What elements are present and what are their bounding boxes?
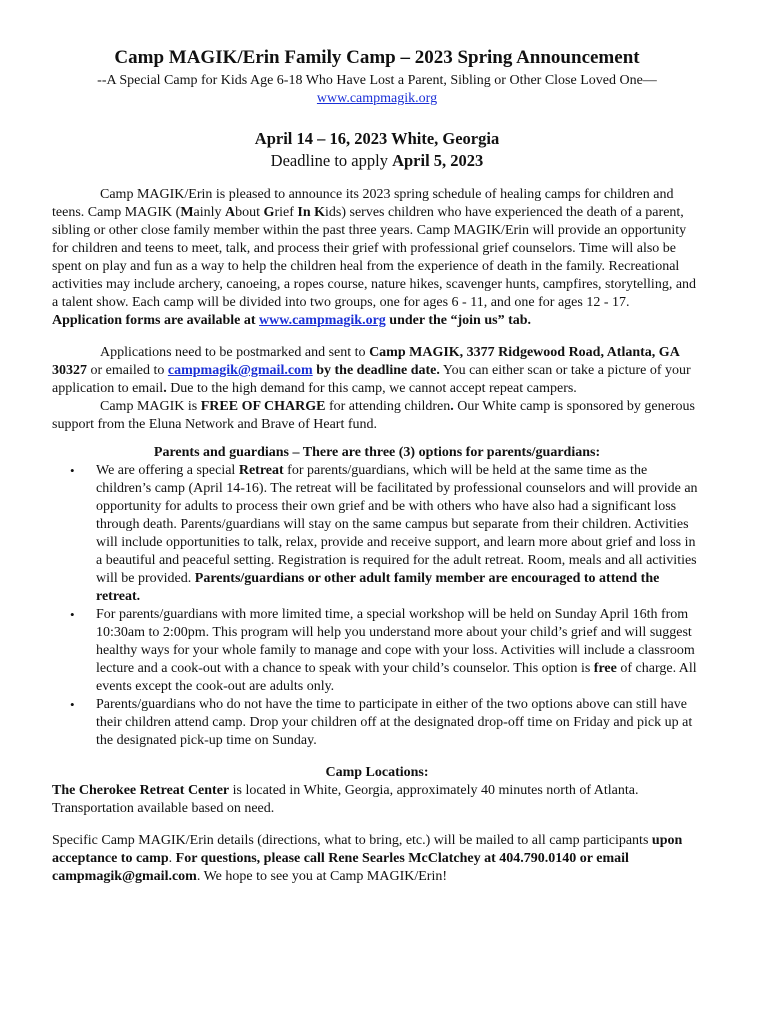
free-of-charge-paragraph: Camp MAGIK is FREE OF CHARGE for attending children. Our White camp is sponsored by generous support from the Eluna Network and Brave of Heart fund.: [52, 399, 695, 432]
event-dates: [52, 128, 702, 172]
intro-paragraph: Camp MAGIK/Erin is pleased to announce its 2023 spring schedule of healing camps for children and teens. Camp MAGIK (Mainly About Grief In Kids) serves children who have experienced the death of a parent, sibling or other close family member within the past three years. Camp MAGIK/Erin will provide an opportunity for children and teens to meet, talk, and process their grief with professional grief counselors. Time will also be spent on play and fun as a way to help the children heal from the experience of death in the family. Recreational activities may include archery, canoeing, a ropes course, nature hikes, scavenger hunts, campfires, storytelling, and a talent show. Each camp will be divided into two groups, one for ages 6 - 11, and one for ages 12 - 17. Application forms are available at www.campmagik.org under the “join us” tab.: [52, 187, 697, 328]
bullet-icon: •: [70, 463, 75, 478]
subtitle-text: --A Special Camp for Kids Age 6-18 Who Have Lost a Parent, Sibling or Other Close Loved One—: [97, 73, 657, 88]
options-heading: Parents and guardians – There are three (3) options for parents/guardians:: [153, 445, 601, 460]
locations-paragraph: The Cherokee Retreat Center is located in White, Georgia, approximately 40 minutes north of Atlanta. Transportation available based on need.: [52, 783, 639, 816]
application-paragraph: Applications need to be postmarked and sent to Camp MAGIK, 3377 Ridgewood Road, Atlanta, GA 30327 or emailed to campmagik@gmail.com by the deadline date. You can either scan or take a picture of your application to email. Due to the high demand for this camp, we cannot accept repeat campers.: [52, 345, 691, 396]
event-date-location: April 14 – 16, 2023 White, Georgia: [254, 129, 500, 148]
options-list: [52, 462, 702, 750]
bullet-icon: •: [70, 697, 75, 712]
list-item: • For parents/guardians with more limited time, a special workshop will be held on Sunday April 16th from 10:30am to 2:00pm. This program will help you understand more about your child’s grief and will suggest healthy ways for your whole family to manage and cope with your loss. Activities will include a classroom lecture and a cook-out with a chance to speak with your child’s counselor. This option is free of charge. All events except the cook-out are adults only.: [70, 607, 697, 694]
page-title: Camp MAGIK/Erin Family Camp – 2023 Spring Announcement: [114, 47, 640, 68]
closing-paragraph: Specific Camp MAGIK/Erin details (directions, what to bring, etc.) will be mailed to all camp participants upon acceptance to camp. For questions, please call Rene Searles McClatchey at 404.790.0140 or email campmagik@gmail.com. We hope to see you at Camp MAGIK/Erin!: [52, 833, 683, 884]
locations-heading: Camp Locations:: [325, 765, 429, 780]
application-deadline: Deadline to apply April 5, 2023: [270, 151, 484, 170]
email-link[interactable]: campmagik@gmail.com: [167, 363, 313, 378]
application-forms-link[interactable]: www.campmagik.org: [259, 313, 386, 328]
list-item: • We are offering a special Retreat for parents/guardians, which will be held at the same time as the children’s camp (April 14-16). The retreat will be facilitated by professional counselors and will provide an opportunity for adults to process their own grief and be with others who have also had a significant loss through death. Parents/guardians will stay on the same campus but separate from their children. Activities will include opportunities to talk, relax, provide and receive support, and learn more about grief and loss in a beautiful and peaceful setting. Registration is required for the adult retreat. Room, meals and all activities will be provided. Parents/guardians or other adult family member are encouraged to attend the retreat.: [70, 463, 698, 604]
subtitle: [52, 72, 702, 108]
website-link[interactable]: www.campmagik.org: [316, 91, 438, 106]
list-item: • Parents/guardians who do not have the time to participate in either of the two options above can still have their children attend camp. Drop your children off at the designated drop-off time on Friday and pick up at the designated pick-up time on Sunday.: [70, 697, 693, 748]
bullet-icon: •: [70, 607, 75, 622]
